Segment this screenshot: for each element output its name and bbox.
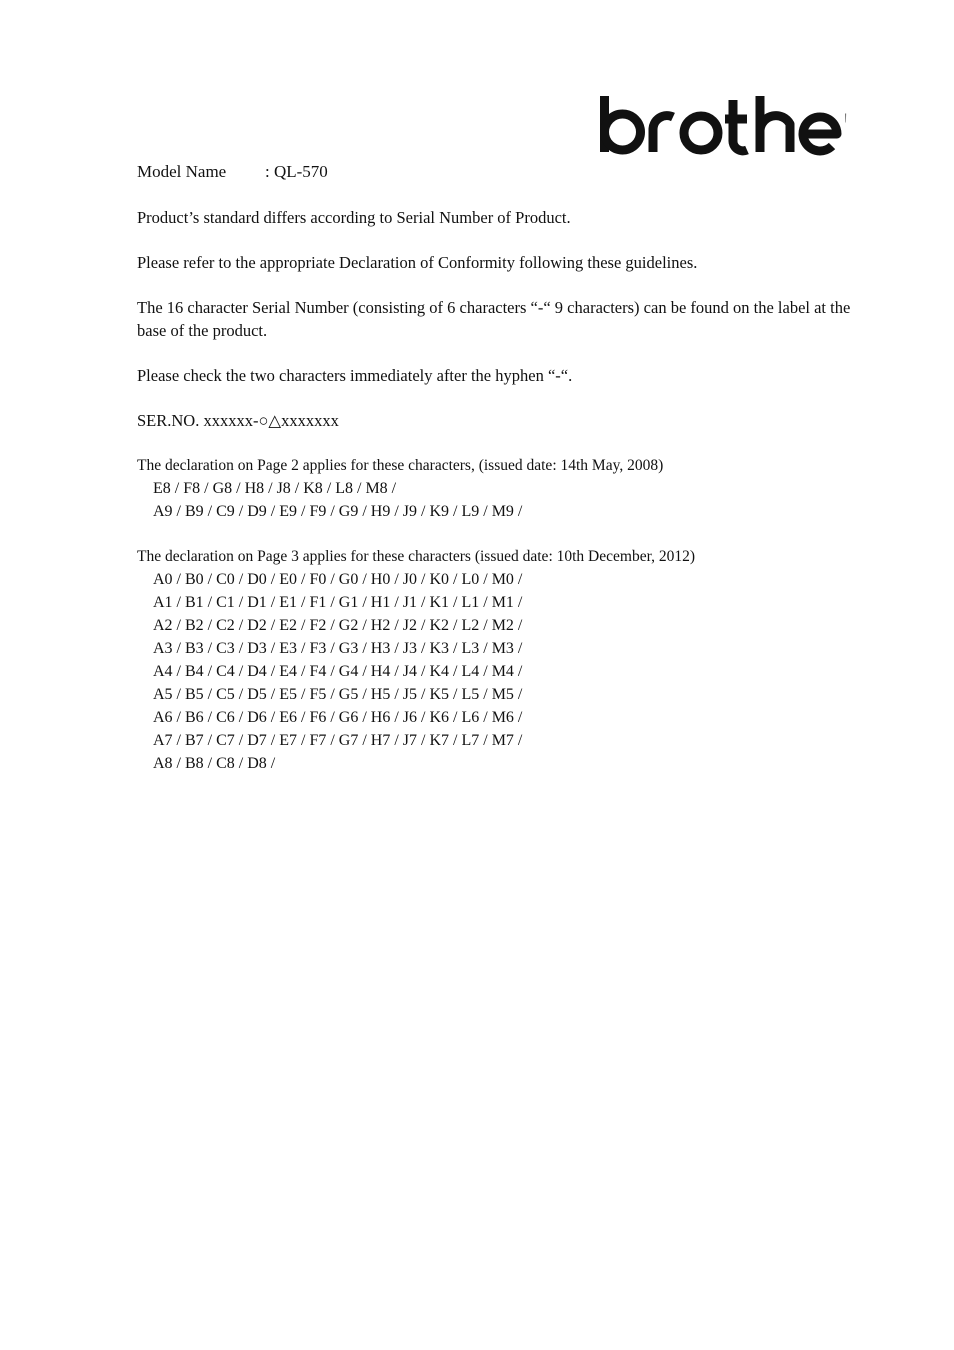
code-row: E8 / F8 / G8 / H8 / J8 / K8 / L8 / M8 / bbox=[153, 480, 397, 497]
check-instruction: Please check the two characters immediately after the hyphen “-“. bbox=[137, 366, 573, 385]
declaration-page3-codes bbox=[137, 568, 857, 775]
code-row: A7 / B7 / C7 / D7 / E7 / F7 / G7 / H7 / J7 / K7 / L7 / M7 / bbox=[153, 732, 523, 749]
declaration-page2-heading: The declaration on Page 2 applies for these characters, (issued date: 14th May, 2008) bbox=[137, 457, 664, 474]
code-row: A8 / B8 / C8 / D8 / bbox=[153, 755, 276, 772]
code-row: A2 / B2 / C2 / D2 / E2 / F2 / G2 / H2 / J2 / K2 / L2 / M2 / bbox=[153, 617, 523, 634]
code-row: A0 / B0 / C0 / D0 / E0 / F0 / G0 / H0 / J0 / K0 / L0 / M0 / bbox=[153, 571, 523, 588]
brother-logo bbox=[598, 94, 850, 156]
model-line bbox=[137, 160, 857, 184]
refer-note: Please refer to the appropriate Declaration of Conformity following these guidelines. bbox=[137, 253, 698, 272]
declaration-page2-codes bbox=[137, 477, 857, 523]
document-body bbox=[137, 160, 857, 775]
code-row: A3 / B3 / C3 / D3 / E3 / F3 / G3 / H3 / J3 / K3 / L3 / M3 / bbox=[153, 640, 523, 657]
code-row: A6 / B6 / C6 / D6 / E6 / F6 / G6 / H6 / J6 / K6 / L6 / M6 / bbox=[153, 709, 523, 726]
code-row: A1 / B1 / C1 / D1 / E1 / F1 / G1 / H1 / J1 / K1 / L1 / M1 / bbox=[153, 594, 523, 611]
model-value: : QL-570 bbox=[265, 162, 328, 181]
serial-description: The 16 character Serial Number (consisting of 6 characters “-“ 9 characters) can be found on the label at the base of the product. bbox=[137, 298, 851, 340]
code-row: A5 / B5 / C5 / D5 / E5 / F5 / G5 / H5 / J5 / K5 / L5 / M5 / bbox=[153, 686, 523, 703]
serial-format: SER.NO. xxxxxx-○△xxxxxxx bbox=[137, 411, 339, 430]
code-row: A9 / B9 / C9 / D9 / E9 / F9 / G9 / H9 / J9 / K9 / L9 / M9 / bbox=[153, 503, 523, 520]
brother-logo-graphic bbox=[598, 94, 850, 156]
declaration-page3-heading: The declaration on Page 3 applies for these characters (issued date: 10th December, 2012) bbox=[137, 548, 696, 565]
code-row: A4 / B4 / C4 / D4 / E4 / F4 / G4 / H4 / J4 / K4 / L4 / M4 / bbox=[153, 663, 523, 680]
standard-note: Product’s standard differs according to Serial Number of Product. bbox=[137, 208, 571, 227]
model-label: Model Name bbox=[137, 162, 227, 181]
